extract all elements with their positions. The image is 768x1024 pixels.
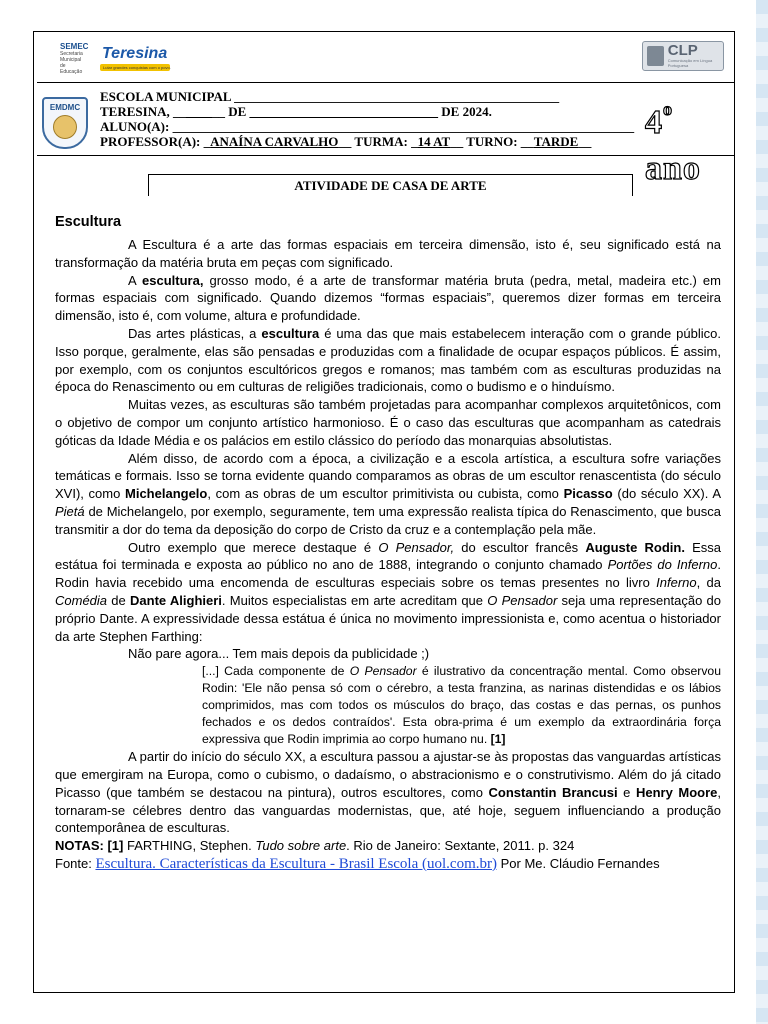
- grade-number: 4: [645, 104, 663, 141]
- p8-text-a: A partir do início do século XX, a escultura passou a ajustar-se às propostas das vanguardas artísticas que emergiram na Europa, como o cubismo, o dadaísmo, o abstracionismo e o construtivismo. Além do já citado Picasso (que também se destacou na pintura), outros escultores, como: [55, 749, 721, 800]
- teacher-name: ANAÍNA CARVALHO: [210, 134, 339, 149]
- source-line: [55, 855, 721, 873]
- quote-o-pensador: O Pensador: [349, 664, 417, 679]
- notes-book-title: Tudo sobre arte: [255, 838, 347, 854]
- p6-o-pensador-2: O Pensador: [487, 592, 558, 608]
- p6-inferno: Inferno: [656, 575, 697, 591]
- quote-text-c: é ilustrativo da concentração mental. Como observou Rodin: 'Ele não pensa só com o cérebro, a testa franzina, as narinas distendidas e os lábios comprimidos, mas com todos os músculos do braço, das costas e das pernas, os punhos fechados e os dedos contraídos'. Esta obra-prima é um exemplo da extraordinária força expressiva que Rodin imprimia ao corpo humano nu.: [202, 664, 721, 747]
- header-student-line: [100, 119, 634, 135]
- p6-portoes: Portões do Inferno: [607, 557, 718, 573]
- date-label: TERESINA, __: [100, 104, 186, 119]
- teresina-logo: [90, 43, 170, 73]
- block-quote: [202, 663, 721, 748]
- p3-text-c: é uma das que mais estabelecem interação com o grande público. Isso porque, geralmente, elas são pensadas e produzidas com a finalidade de ocupar espaços públicos. É assim, por exemplo, com os conjuntos escultóricos gregos e romanos; mas também com as esculturas produzidas na época do Renascimento ou em culturas de religiões tradicionais, como o budismo e o hinduísmo.: [55, 325, 721, 395]
- p6-rodin: Auguste Rodin.: [585, 539, 685, 555]
- teacher-label: PROFESSOR(A): _: [100, 134, 211, 149]
- semec-sub: Secretaria Municipal de Educação: [60, 50, 83, 75]
- p5-picasso: Picasso: [563, 486, 613, 502]
- p5-text-g: de Michelangelo, por exemplo, seguramente, tem uma expressão realista típica do Renascimento, que busca transmitir a dor do tema da deposição do corpo de Cristo da cruz e a contemplação pela mãe.: [55, 503, 721, 537]
- p6-text-m: . Muitos especialistas em arte acreditam que: [221, 592, 488, 608]
- p6-text-i: , da: [696, 575, 721, 591]
- p5-pieta: Pietá: [55, 503, 85, 519]
- class-label: __ TURMA: _: [338, 134, 418, 149]
- p6-text-k: de: [107, 592, 131, 608]
- clp-sub: Comunicação em Língua Portuguesa: [667, 58, 713, 68]
- notes-label: NOTAS: [1]: [55, 838, 124, 854]
- p6-dante: Dante Alighieri: [130, 592, 222, 608]
- p8-text-c: e: [617, 784, 636, 800]
- paragraph-5: [55, 450, 721, 539]
- p5-text-e: (do século XX). A: [612, 486, 721, 502]
- p5-text-c: , com as obras de um escultor primitivista ou cubista, como: [207, 486, 564, 502]
- book-icon: [647, 46, 664, 66]
- paragraph-6: [55, 539, 721, 646]
- date-year: DE 2024.: [438, 104, 492, 119]
- day-blank: ____: [185, 104, 212, 119]
- p6-text-a: Outro exemplo que merece destaque é: [128, 539, 379, 555]
- p6-text-c: do escultor francês: [454, 539, 586, 555]
- p2-text-c: grosso modo, é a arte de transformar matéria bruta (pedra, metal, madeira etc.) em formas espaciais com significado. Quando dizemos “formas espaciais”, queremos dizer formas em terceira dimensão, isto é, com volume, altura e profundidade.: [55, 272, 721, 324]
- grade-word: ano: [645, 150, 701, 187]
- notes-text-c: . Rio de Janeiro: Sextante, 2011. p. 324: [346, 838, 575, 854]
- p2-bold: escultura,: [142, 272, 204, 288]
- clp-logo: [642, 41, 724, 71]
- paragraph-8: [55, 748, 721, 837]
- paragraph-7: Não pare agora... Tem mais depois da publicidade ;): [128, 646, 430, 662]
- clp-label: CLP: [667, 42, 698, 59]
- school-blank: __________________________________________________: [234, 89, 560, 104]
- emdmc-school-crest: [42, 97, 88, 149]
- teresina-slogan: Lutar grandes conquistas com o povo.: [103, 65, 171, 70]
- date-de-1: __ DE: [211, 104, 250, 119]
- activity-title: ATIVIDADE DE CASA DE ARTE: [148, 174, 633, 196]
- quote-footnote-ref: [1]: [490, 732, 506, 747]
- p8-text-e: , tornaram-se célebres dentro das vanguardas modernistas, que, até hoje, seguem influenciando a produção contemporânea de esculturas.: [55, 784, 721, 836]
- notes-line: [55, 837, 721, 855]
- student-label: ALUNO(A):: [100, 119, 170, 134]
- crest-icon: [53, 115, 77, 139]
- semec-teresina-logo: [60, 40, 180, 76]
- p5-michelangelo: Michelangelo: [125, 486, 208, 502]
- teresina-label: Teresina: [102, 45, 168, 62]
- p6-text-e: Essa estátua foi terminada e exposta ao público no ano de 1888, integrando o conjunto chamado: [55, 539, 721, 573]
- teresina-slogan-bar: [100, 64, 170, 71]
- p3-bold: escultura: [261, 325, 320, 341]
- side-decorative-strip: [756, 0, 768, 1024]
- paragraph-2: [55, 272, 721, 325]
- p6-text-g: . Rodin havia recebido uma encomenda de esculturas especiais sobre os temas presentes no livro: [55, 557, 721, 591]
- clp-text: [668, 44, 723, 68]
- p6-text-o: seja uma representação do próprio Dante. A expressividade dessa estátua é única no movimento impressionista e, como acentua o historiador da arte Stephen Farthing:: [55, 592, 722, 644]
- grade-ordinal: o: [663, 99, 673, 119]
- grade-badge: [645, 86, 735, 187]
- source-link[interactable]: Escultura. Características da Escultura - Brasil Escola (uol.com.br): [95, 855, 497, 872]
- paragraph-1: A Escultura é a arte das formas espaciais em terceira dimensão, isto é, seu significado está na transformação da matéria bruta em peças com significado.: [55, 237, 721, 270]
- semec-logo: [60, 41, 89, 75]
- p6-comedia: Comédia: [55, 592, 108, 608]
- paragraph-4: Muitas vezes, as esculturas são também projetadas para acompanhar complexos arquitetônicos, com o objetivo de compor um conjunto artístico harmonioso. É o caso das esculturas que acompanham as catedrais góticas da Idade Média e os palácios em estilo clássico do período das monarquias absolutistas.: [55, 397, 721, 448]
- notes-text-a: FARTHING, Stephen.: [123, 838, 256, 854]
- header-school-line: [100, 89, 559, 105]
- quote-text-a: [...] Cada componente de: [202, 664, 350, 679]
- month-blank: _____________________________: [249, 104, 439, 119]
- emdmc-label: EMDMC: [49, 103, 81, 112]
- class-value: 14 AT: [417, 134, 451, 149]
- header-teacher-line: [100, 134, 591, 150]
- header-date-line: [100, 104, 492, 120]
- shift-end: __: [578, 134, 592, 149]
- source-author: Por Me. Cláudio Fernandes: [497, 855, 660, 871]
- shift-value: TARDE: [533, 134, 579, 149]
- shift-label: __ TURNO: __: [450, 134, 534, 149]
- semec-label: SEMEC: [60, 41, 89, 51]
- section-heading: Escultura: [55, 214, 122, 230]
- p5-text-a: Além disso, de acordo com a época, a civilização e a escola artística, a escultura sofre variações temáticas e formais. Isso se torna evidente quando comparamos as obras de um escultor renascentista (do século XVI), como: [55, 450, 721, 502]
- p8-moore: Henry Moore: [635, 784, 718, 800]
- paragraph-3: [55, 325, 721, 396]
- p8-brancusi: Constantin Brancusi: [488, 784, 618, 800]
- p3-text-a: Das artes plásticas, a: [128, 325, 262, 341]
- p6-o-pensador: O Pensador,: [378, 539, 455, 555]
- school-label: ESCOLA MUNICIPAL: [100, 89, 231, 104]
- student-blank: _______________________________________________________________________: [172, 119, 635, 134]
- document-body: [55, 214, 721, 873]
- source-label: Fonte:: [55, 855, 96, 871]
- p2-text-a: A: [128, 272, 143, 288]
